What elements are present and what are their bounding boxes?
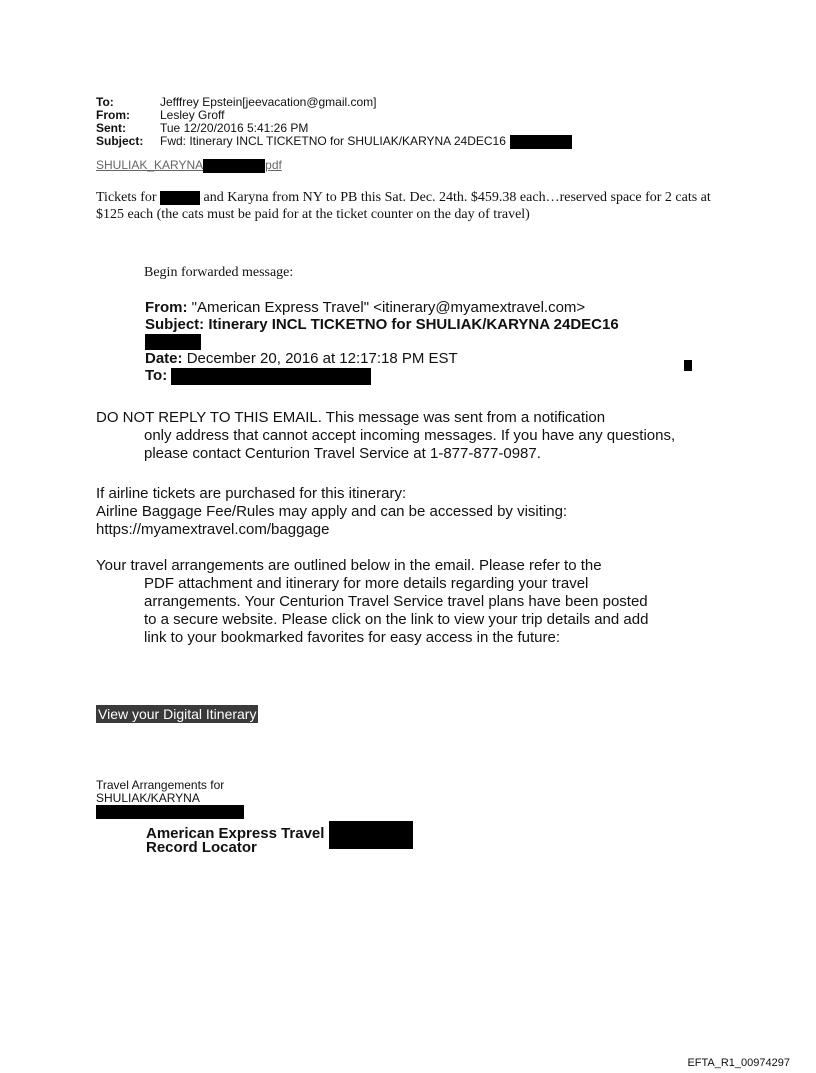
notice-paragraph	[96, 409, 716, 463]
redaction-box	[203, 159, 265, 173]
forwarded-header	[145, 299, 619, 385]
redaction-box	[510, 135, 572, 149]
forward-note	[96, 189, 736, 223]
arrange-first: Your travel arrangements are outlined below in the email. Please refer to the	[96, 557, 602, 574]
attachment-suffix: pdf	[265, 158, 282, 172]
redaction-box	[145, 334, 201, 350]
fwd-date-value: December 20, 2016 at 12:17:18 PM EST	[186, 350, 458, 368]
redaction-box	[171, 368, 371, 385]
record-locator	[146, 825, 413, 857]
view-itinerary-button[interactable]: View your Digital Itinerary	[98, 706, 257, 722]
baggage-line-1: If airline tickets are purchased for this itinerary:	[96, 485, 407, 502]
to-label: To:	[96, 95, 114, 109]
attachment-prefix: SHULIAK_KARYNA	[96, 158, 204, 172]
from-label: From:	[96, 108, 130, 122]
fwd-from-label: From:	[145, 299, 188, 316]
fwd-date-label: Date:	[145, 350, 183, 368]
sent-value: Tue 12/20/2016 5:41:26 PM	[160, 121, 309, 135]
record-line2: Record Locator	[146, 839, 257, 856]
note-part1: Tickets for	[96, 190, 157, 205]
notice-rest: only address that cannot accept incoming messages. If you have any questions, please contact Centurion Travel Service at 1-877-877-0987.	[144, 427, 676, 462]
to-value: Jefffrey Epstein[jeevacation@gmail.com]	[160, 95, 377, 109]
redaction-box	[684, 360, 692, 371]
from-value: Lesley Groff	[160, 108, 225, 122]
notice-first: DO NOT REPLY TO THIS EMAIL. This message was sent from a notification	[96, 409, 606, 426]
baggage-url[interactable]: https://myamextravel.com/baggage	[96, 521, 330, 538]
fwd-to-label: To:	[145, 367, 168, 385]
fwd-subject: Subject: Itinerary INCL TICKETNO for SHULIAK/KARYNA 24DEC16	[145, 316, 619, 333]
attachment-link[interactable]	[96, 158, 282, 173]
redaction-box	[160, 191, 200, 205]
baggage-paragraph	[96, 485, 716, 539]
email-header	[96, 96, 572, 149]
document-id: EFTA_R1_00974297	[687, 1057, 790, 1069]
subject-value: Fwd: Itinerary INCL TICKETNO for SHULIAK/KARYNA 24DEC16	[160, 134, 506, 148]
travel-arrangements-for	[96, 779, 244, 819]
forwarded-intro: Begin forwarded message:	[144, 265, 294, 280]
travel-for-line1: Travel Arrangements for	[96, 778, 225, 792]
subject-label: Subject:	[96, 134, 144, 148]
travel-for-line2: SHULIAK/KARYNA	[96, 791, 200, 805]
arrangements-paragraph	[96, 557, 716, 647]
baggage-line-2: Airline Baggage Fee/Rules may apply and can be accessed by visiting:	[96, 503, 568, 520]
redaction-box	[96, 805, 244, 819]
redaction-box	[329, 821, 413, 849]
sent-label: Sent:	[96, 121, 126, 135]
fwd-from-value: "American Express Travel" <itinerary@myamextravel.com>	[191, 299, 586, 316]
arrange-rest: PDF attachment and itinerary for more details regarding your travel arrangements. Your Centurion Travel Service travel plans have been posted to a secure website. Please click on the link to view your trip details and add link to your bookmarked favorites for easy access in the future:	[144, 575, 649, 646]
note-part2: and Karyna from NY to PB this Sat. Dec. 24th. $459.38 each…reserved space for 2 cats at $125 each (the cats must be paid for at the ticket counter on the day of travel)	[96, 190, 711, 222]
record-line1: American Express Travel	[146, 825, 325, 842]
